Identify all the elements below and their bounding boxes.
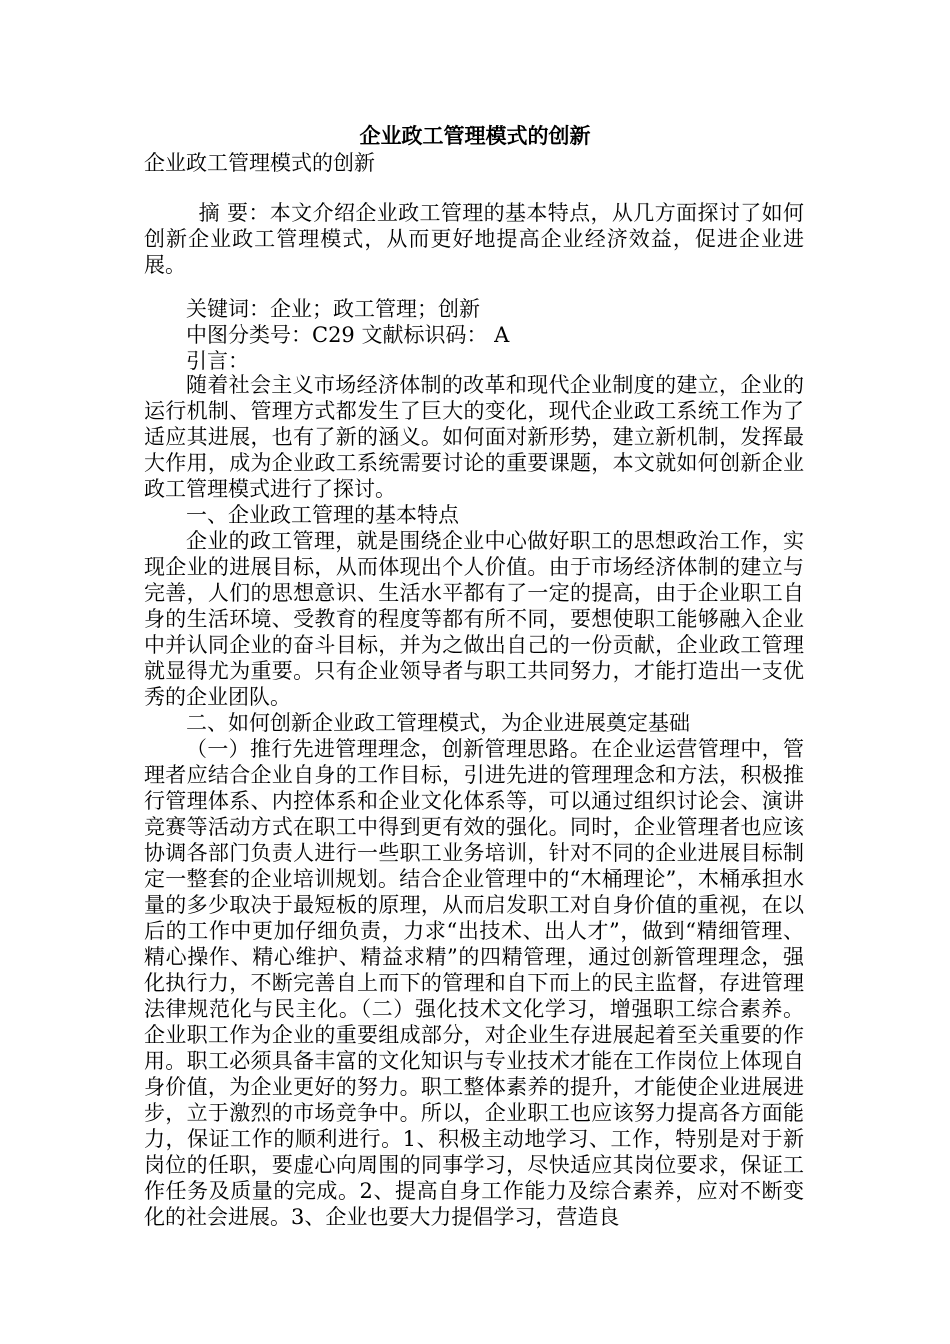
section-heading-2: 二、如何创新企业政工管理模式，为企业进展奠定基础 — [186, 711, 690, 735]
metadata-block — [144, 296, 804, 374]
section-heading-1: 一、企业政工管理的基本特点 — [186, 503, 459, 527]
keywords-line: 关键词：企业；政工管理；创新 — [186, 297, 480, 321]
abstract-paragraph: 摘 要：本文介绍企业政工管理的基本特点，从几方面探讨了如何创新企业政工管理模式，从而更好地提高企业经济效益，促进企业进展。 — [144, 201, 804, 277]
document-title: 企业政工管理模式的创新 — [359, 124, 591, 148]
body-paragraph-innovation: （一）推行先进管理理念，创新管理思路。在企业运营管理中，管理者应结合企业自身的工作目标，引进先进的管理理念和方法，积极推行管理体系、内控体系和企业文化体系等，可以通过组织讨论会、演讲竞赛等活动方式在职工中得到更有效的强化。同时，企业管理者也应该协调各部门负责人进行一些职工业务培训，针对不同的企业进展目标制定一整套的企业培训规划。结合企业管理中的“木桶理论”，木桶承担水量的多少取决于最短板的原理，从而启发职工对自身价值的重视，在以后的工作中更加仔细负责，力求“出技术、出人才”，做到“精细管理、精心操作、精心维护、精益求精”的四精管理，通过创新管理理念，强化执行力，不断完善自上而下的管理和自下而上的民主监督，存进管理法律规范化与民主化。（二）强化技术文化学习，增强职工综合素养。企业职工作为企业的重要组成部分，对企业生存进展起着至关重要的作用。职工必须具备丰富的文化知识与专业技术才能在工作岗位上体现自身价值，为企业更好的努力。职工整体素养的提升，才能使企业进展进步，立于激烈的市场竞争中。所以，企业职工也应该努力提高各方面能力，保证工作的顺利进行。1、积极主动地学习、工作，特别是对于新岗位的任职，要虚心向周围的同事学习，尽快适应其岗位要求，保证工作任务及质量的完成。2、提高自身工作能力及综合素养，应对不断变化的社会进展。3、企业也要大力提倡学习，营造良 — [144, 737, 804, 1229]
classification-line: 中图分类号：C29 文献标识码： A — [186, 323, 510, 347]
body-paragraph-intro: 随着社会主义市场经济体制的改革和现代企业制度的建立，企业的运行机制、管理方式都发生了巨大的变化，现代企业政工系统工作为了适应其进展，也有了新的涵义。如何面对新形势，建立新机制，发挥最大作用，成为企业政工系统需要讨论的重要课题，本文就如何创新企业政工管理模式进行了探讨。 — [144, 373, 804, 501]
body-text — [144, 372, 804, 1230]
intro-label: 引言： — [186, 349, 249, 373]
body-paragraph-features: 企业的政工管理，就是围绕企业中心做好职工的思想政治工作，实现企业的进展目标，从而体现出个人价值。由于市场经济体制的建立与完善，人们的思想意识、生活水平都有了一定的提高，由于企业职工自身的生活环境、受教育的程度等都有所不同，要想使职工能够融入企业中并认同企业的奋斗目标，并为之做出自己的一份贡献，企业政工管理就显得尤为重要。只有企业领导者与职工共同努力，才能打造出一支优秀的企业团队。 — [144, 529, 804, 709]
document-subtitle: 企业政工管理模式的创新 — [144, 151, 375, 175]
